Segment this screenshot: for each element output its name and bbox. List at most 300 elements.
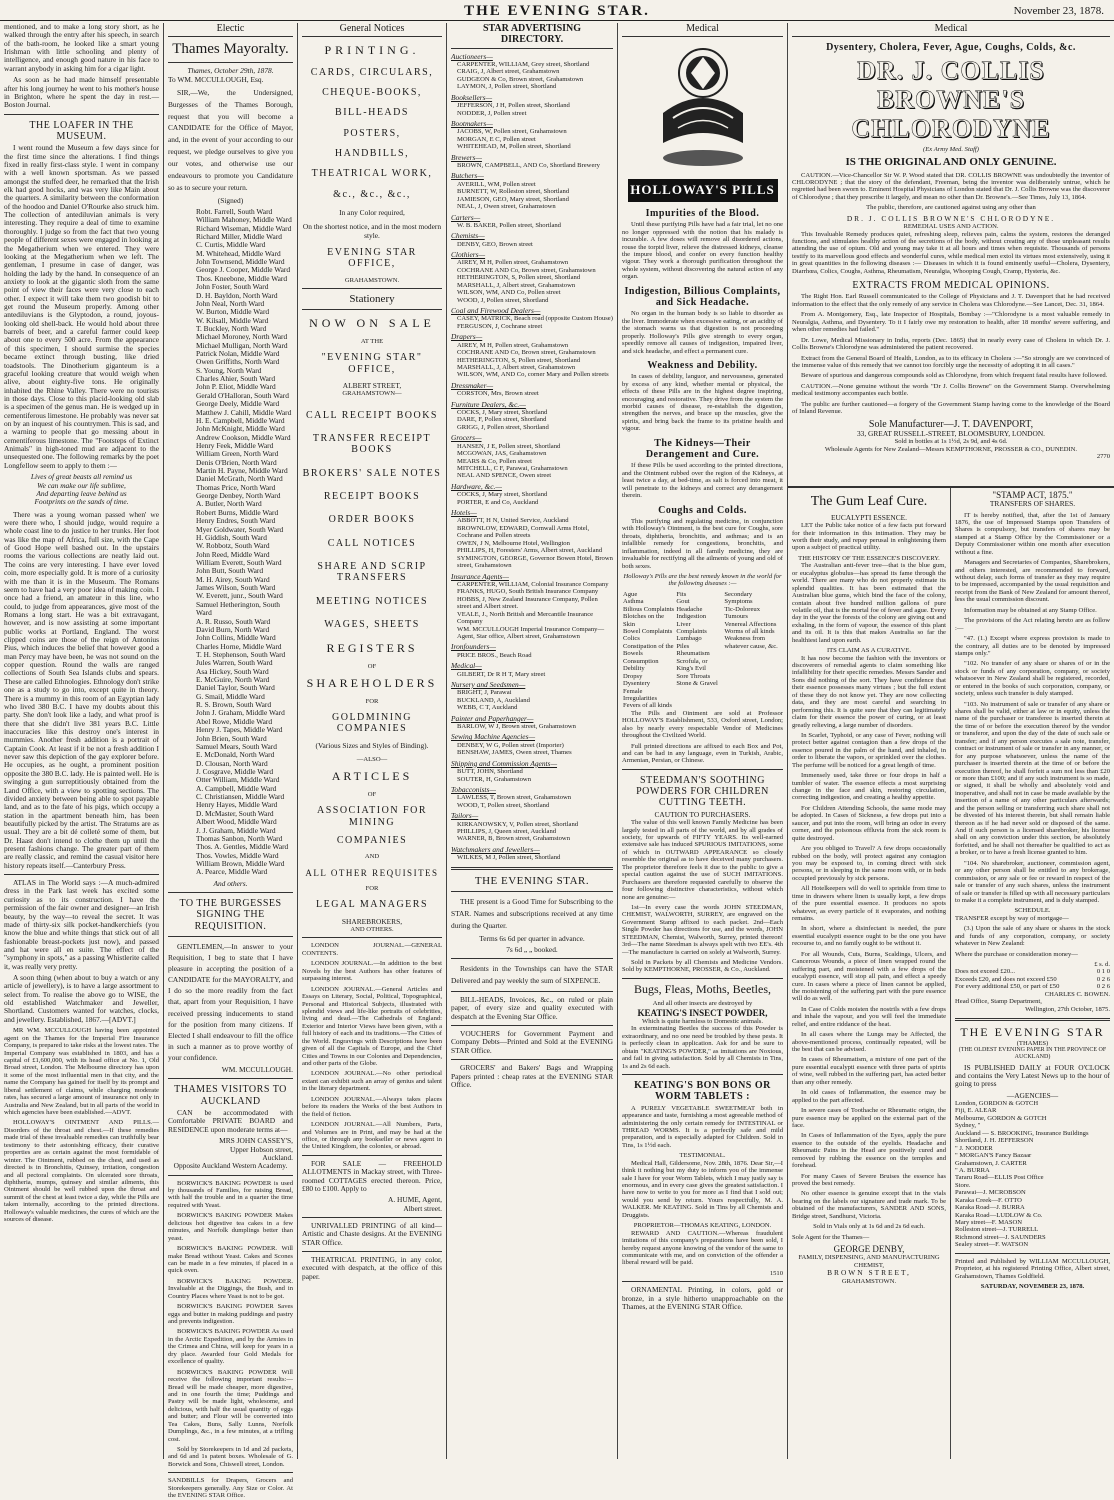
ill-name: Bowel Complaints [623,628,673,635]
article-heading: THE LOAFER IN THE MUSEUM. [29,119,134,142]
directory-category: Insurance Agents— [451,571,509,581]
directory-category: Grocers— [451,433,482,443]
for-sale-address: Albert street. [403,1203,442,1213]
directory-entry: GILBERT, Dr R H T, Mary street [457,670,546,678]
ad-body: 1st—In every case the words JOHN STEEDMAN, CHEMIST, WALWORTH, SURREY, are engraved on the Government Stamp affixed to each packet. 2nd—Each Single Powder has directions for use, and the words, JOHN STEEDMAN, Chemist, Walworth, Surrey, printed thereon! 3rd—The name Steedman is always spelt with two EE's. 4th—The manufacture is carried on solely at Walworth, Surrey. [622,903,783,956]
ad-body: "103. No instrument of sale or transfer of any share or shares shall be valid, either at law or in equity, unless the name of the purchaser or transferee is inserted therein at the time of or before the execution thereof by the vendor or transferor, and upon the day of the date of such sale or transfer; and if any person executes a sale note, transfer, contract or instrument of sale or transfer in any manner, or for any purpose whatsoever, unless the name of the purchaser is inserted therein at the time of or before the execution thereof, he shall forfeit a sum not less than £20 or more than £100; and if any such instrument is so made, or signed, it shall be wholly and absolutely void and inoperative, and shall not in case be made available by the insertion of a name of any other particulars afterwards; and the person selling or transferring such share shall not be divested of his interest therein, but shall remain liable thereon as if he had never sold or disposed of the same. And if such person is a licensed sharebroker, his license shall on any conviction under this section, be absolutely forfeited, and he shall not thereafter be qualified to act as a broker, or to have a fresh license granted to him. [955,700,1110,857]
evening-star-sub: (THE OLDEST EVENING PAPER IN THE PROVINCE OF AUCKLAND) [958,1047,1107,1060]
ad-body: This purifying and regulating medicine, in conjunction with Holloway's Ointment, is the best cure for Coughs, sore throats, diphtheria, bronchitis, and asthmas; and is an infallible remedy for congestions, bronchitis, and inflammation, indeed in all family medicine, they are invaluable for rectifying all the ailments of young and old of both sexes. [622,517,783,570]
signer-name: H. Giddish, South Ward [196,532,267,542]
fee-label: Exceeds £20, and does not exceed £50 [955,975,1057,983]
notice-note: On the shortest notice, and in the most modern style. [302,222,442,240]
newspaper-title: THE EVENING STAR. [464,3,650,19]
london-journal-ad: LONDON JOURNAL.—No other periodical extant can exhibit such an array of genius and talent in the literary department. [302,1070,442,1093]
agent-entry: Sydney, " [955,1122,981,1130]
ad-body: In cases of debility, languor, and nervousness, generated by excess of any kind, whether mental or physical, the effects of these Pills are in the highest degree inspiring, encouraging and restorative. They drive from the system the morbid causes of disease, re-establish the digestion, strengthen the nerves, and brace up the muscles, give the spirits, and bring back the frame to its pristine health and vigour. [622,373,783,433]
directory-category: Hotels— [451,508,477,518]
agent-street: BROWN STREET, [827,1268,911,1278]
signer-name: Owen Griffiths, North Ward [196,357,280,367]
agent-entry: London, GORDON & GOTCH [955,1100,1039,1108]
reply-heading: TO THE BURGESSES SIGNING THE REQUISITION. [179,898,282,932]
fee-value: 0 2 6 [1096,983,1110,991]
directory-entry: OWEN, J N, Melbourne Hotel, Wellington [457,539,570,547]
directory-entry: FERGUSON, J, Cochrane street [457,322,543,330]
bindings-note: (Various Sizes and Styles of Binding). [315,740,429,750]
signer-name: D. H. Bayldon, North Ward [196,290,278,300]
subscription-booked: 7s 6d „ „ booked. [506,944,558,954]
on-sale: NOW ON SALE [309,316,435,331]
signer-name: John McKnight, Middle Ward [196,424,285,434]
goldmining: GOLDMINING COMPANIES [332,712,412,735]
directory-entry: HOBBS, J, New Zealand Insurance Company, Pollen street and Albert street. [457,595,598,611]
ad-body: In Case of Colds moisten the nostrils with a few drops and inhale the vapour, and you will feel the immediate relief, and entire riddance of the heat. [792,1005,946,1028]
signer-name: John Brien, South Ward [196,733,267,743]
ad-heading: The Kidneys—Their Derangement and Cure. [645,437,760,461]
agent-entry: Mary street—F. MASON [955,1219,1023,1227]
directory-entry: MORGAN, E C, Pollen street [457,135,536,143]
ad-heading: Indigestion, Billious Complaints, and Sick Headache. [624,285,781,309]
directory-category: Shipping and Commission Agents— [451,758,558,768]
signer-name: Otter William, Middle Ward [196,775,280,785]
directory-entry: HETHERINGTON, S, Pollen street, Shortland [457,356,581,364]
ad-body: The provisions of the Act relating hereto are as follow :— [955,617,1110,632]
for: FOR [365,884,379,892]
extract: CAUTION.—None genuine without the words "Dr J. Collis Browne" on the Government Stamp. Overwhelming medical testimony accompanies each bottle. [792,382,1110,398]
fee-value: 0 1 0 [1096,968,1110,976]
directory-entry: WOOD, J, Pollen street, Shortland [457,296,549,304]
ad-body: All Hotelkeepers will do well to sprinkle from time to time in drawers where linen is usually kept, a few drops of the pure essential essence. It produces no spots whatever, as every particle of it evaporates, and nothing remains. [792,885,946,923]
signer-name: William Mahoney, Middle Ward [196,215,292,225]
directory-entry: PHILLIPS, J, Queen street, Auckland [457,827,557,835]
signer-name: John Butt, South Ward [196,566,264,576]
printing-ad: THEATRICAL PRINTING, in any color, executed with despatch, at the office of this paper. [302,1255,442,1281]
ad-body: Sold in Packets by all Chemists and Medicine Vendors. Sold by KEMPTHORNE, PROSSER, & Co., Auckland. [622,959,783,974]
signer-name: T. Buckley, North Ward [196,323,267,333]
sharebrokers: SHAREBROKERS, [341,916,403,926]
stationery-item: CALL NOTICES [327,537,417,549]
ill-name: Dropsy [623,672,643,680]
directory-entry: LAWLESS, T, Brown street, Grahamstown [457,794,572,802]
ad-body: Information may be obtained at any Stamp Office. [964,606,1097,614]
signer-name: C. Curtis, Middle Ward [196,240,266,250]
extracts-heading: EXTRACTS FROM MEDICAL OPINIONS. [852,280,1050,292]
signer-name: Albert Wood, Middle Ward [196,817,277,827]
directory-entry: NEAL, J, Owen street, Grahamstown [457,203,556,211]
office-street: ALBERT STREET, [342,381,402,391]
office-town: GRAHAMSTOWN— [342,390,402,398]
signer-name: John Townsend, Middle Ward [196,257,285,267]
article-paragraph: I went round the Museum a few days since for the first time since the alterations. I find things fixed in really first-class style. I went in company with a well known sportsman. As we passed amongst the stuffed deer, he remarked that the Irish elk had good hocks, and was very like Main about the quarters. A similarity between the conformation of the hoodoo and Daniel O'Rourke also struck him. The collection of antediluvian animals is very interesting. They require a deal of time to examine thoroughly. I judge so from the fact that two young people of different sexes were engaged in looking at the Megatherium when we entered. They were looking at the Megatherium when we left. The gentleman, I presume in case of danger, was holding the lady by the hand. In consequence of an anxiety to look at the gigantic sloth from the same point of view their faces were very close to each other. I expect it will take them two goodish bit to get round the Museum properly. Among other antediluvians is the Glyptodon, a round, joyous-looking old shell-back. He would hold about three barrels of beer, and a careful farmer could keep about one to every 500 acre. From the appearance of this specimen, I should surmise the species became extinct through busting, like dried toadstools. The Dinotherium giganteum is a graceful looking creature that would weigh when alive, about eighty-five tons. He originally inhabited the Rhine Valley. There were no tourists in those days. Close to this placid-looking old slab is a specimen of the genus man. He is wedged up in cementiferous limestone. He probably was never sat on by an inquest of his countrymen. This is sad, and a warning to people that go messing about in cementiferous limestone. The "Footsteps of Extinct Animals" in high-toned mud are adjacent to the unsequested one. The following remarks by the poet Longfellow seem to apply to them :— [4,143,159,470]
directory-entry: MITCHELL, C F, Parawai, Grahamstown [457,465,568,473]
ill-name: Rheumatism [676,650,710,658]
ill-name: Gout [676,598,690,606]
office-date: Wellington, 27th October, 1875. [1025,1005,1110,1013]
news-paragraph: HOLLOWAY'S OINTMENT AND PILLS.—Disorders of the throat and chest.—If these remedies made trial of these invaluable remedies can truthfully bear testimony to their astonishing efficacy, their curative properties are as certain against the most formidable of winter. The Ointment, rubbed on the chest, and used as directed is in Bronchitis, Quinsey, irritation, congestion and all pectoral complaints. On ulcerated sore throats, diphtheria, mumps, quinsey and similar ailments, this Ointment should be well rubbed upon the throat and summit of the chest at least twice a day, while the Pills are taken internally, according to the printed directions. Holloway's valuable medicines, the cures of which are the sources of disease. [4,1119,159,1224]
directory-entry: JACOBS, W, Pollen street, Grahamstown [457,128,567,136]
signer-name: Matthew J. Cahill, Middle Ward [196,407,292,417]
signer-name: William Everett, South Ward [196,558,282,567]
signer-name: Abel Rowe, Middle Ward [196,716,273,726]
signer-name: Gerald O'Halloran, South Ward [196,390,289,400]
printing-service: THEATRICAL WORK, [311,168,433,180]
directory-entry: WM. MCCULLOUGH Imperial Insurance Company—Agent, Star office, Albert street, Grahamstown [457,625,605,640]
currency-header: £ s. d. [1094,961,1110,969]
evening-star-sub: (THAMES) [1016,1039,1049,1047]
ill-name: Sore Throats [676,672,711,680]
directory-category: Sewing Machine Agencies— [451,732,536,742]
price-note: Sold in bottles at 1s 1½d, 2s 9d, and 4s 6d. [894,438,1008,446]
ad-body: In cases of Rheumatism, a mixture of one part of the pure essential eucalypti essence with three parts of spirits of wine, well rubbed in the suffering part, has acted better than any other remedy. [792,1056,946,1086]
ill-name: Fits [676,590,687,598]
ad-sub: And all other insects are destroyed by [652,1000,753,1008]
address-line: Opposite Auckland Western Academy. [173,1161,288,1171]
ill-name: Weakness from whatever cause, &c. [724,635,778,650]
directory-entry: WILSON, WM, AND Co, Pollen street [457,289,561,297]
directory-category: Painter and Paperhanger— [451,713,534,723]
signer-name: S. Young, North Ward [196,365,262,375]
holloway-emblem-icon [643,43,763,173]
signer-name: Daniel McGrath, North Ward [196,474,283,484]
signed-label: (Signed) [217,195,244,205]
ad-heading: Dysentery, Cholera, Fever, Ague, Coughs, Colds, &c. [826,42,1076,54]
stationery-item: SHARE AND SCRIP TRANSFERS [317,560,427,584]
signer-name: Charles Ahier, South Ward [196,374,276,384]
ad-body: For all Wounds, Cuts, Burns, Scaldings, Ulcers, and Cancerous Wounds, a piece of linen wrapped round the suffering part, and moistened with a few drops of the eucalypti essence, will stop all pain, and effect a speedy cure. In cases where a piece of linen cannot be applied, the moistening of the suffering part with the pure essence will do as well. [792,950,946,1003]
ills-table [622,591,783,710]
directory-category: Drapers— [451,332,483,342]
proprietor: PROPRIETOR—THOMAS KEATING, LONDON. [633,1222,772,1230]
fee-label: Does not exceed £20... [955,968,1016,976]
directory-category: Medical— [451,661,482,671]
ill-name: Colics [623,635,640,643]
signer-name: John Reed, Middle Ward [196,549,270,559]
ad-title: The Gum Leaf Cure. [810,494,928,509]
extract: Extract from the General Board of Health, London, as to its efficacy in Cholera :—"So strongly are we convinced of the immense value of this remedy that we cannot too forcibly urge the necessity of adopting it in all cases." [792,354,1110,369]
signer-name: Henry Endres, South Ward [196,516,276,526]
printing-service: CHEQUE-BOOKS, [322,87,422,99]
ill-name: Scrofula, or King's Evil [676,657,708,673]
ad-body: "102. No transfer of any share or shares of or in the stock or funds of any corporation, company, or society whatsoever in New Zealand shall be registered, recorded, or entered in the books of such corporation, company, or society, unless such transfer is duly stamped. [955,660,1110,698]
directory-category: Butchers— [451,171,484,181]
ad-body: A PURELY VEGETABLE SWEETMEAT both in appearance and taste, furnishing a most agreeable method of administering the only certain remedy for INTESTINAL or THREAD WORMS. It is a perfectly safe and mild preparation, and is especially adapted for Children. Sold in Tins, 1s 1½d each. [622,1104,783,1149]
extract: Beware of spurious and dangerous compounds sold as Chlorodyne, from which frequent fatal results have followed. [801,372,1108,380]
directory-entry: SOUTER, H, Grahamstown [457,775,531,783]
ills-column [622,591,675,710]
ad-body: Immensely used, take three or four drops in half a tumbler of water. The essence effects a most surprising change in the face and skin, restoring circulation, correcting indigestion, and creating a healthy appetite. [792,772,946,802]
ill-name: Asthma [623,598,644,606]
ad-body: The value of this well known Family Medicine has been largely tested in all parts of the world, and by all grades of society, for upwards of FIFTY YEARS. Its well-earned extensive sale has induced SPURIOUS IMITATIONS, some of which in OUTWARD APPEARANCE so closely resemble the original as to have deceived many purchasers. The proprietor therefore feels it due to the public to give a special caution against the use of SUCH IMITATIONS. Purchasers are therefore requested carefully to observe the four following distinctive characteristics, without which none are genuine:— [622,819,783,901]
signer-name: Myer Goldwater, South Ward [196,524,284,534]
column-header: Medical [622,23,783,37]
agent-entry: Sealey street—F. WATSON [955,1241,1029,1249]
signer-name: A. Butler, North Ward [196,499,262,509]
directory-category: Clothiers— [451,250,486,260]
ad-sub: Which is quite harmless to Domestic animals. [641,1018,764,1026]
agent-town: GRAHAMSTOWN. [841,1277,897,1285]
column-header: General Notices [302,23,442,37]
directory-entry: GRIGG, J, Pollen street, Shortland [457,423,549,431]
article-paragraph: There was a young woman passed when' we were there who, I should judge, would require a whole coast line to do justice to her trunks. Her foot was like the map of Africa, full size, with the Cape of Good Hope well bashed out. In the upstairs rooms the various collections are neatly laid out. The coins are very interesting. I have ever loved coin, more especially gold. It is more of a curiosity with me than it is in the Museum. The Romans seem to have had a very poor idea of making coin. I once had a friend, an amateur in this line, who could, to judge from appearances, give most of the Romans a long start. He was a bit extravagant, however, and is now assisting at some important public works at Portland, England. The worst clipped coins are those of the reign of Antonius Pius, which induces the belief that however good a man Percy may have been, he was not sound on the copper question. Round the walls are ranged collections of South Sea Islands clubs and spears. These are called Ethnologies. Ethnology don't strike one as a study to go into, except quite in theory. There is a mummy in this room of an Egyptian lady who lived 380 B.C. I have my doubts about this party. She don't look like a lady, and what proof is there that she didn't live 381 years B.C. Little inaccuracies like this destroy one's interest in mummies. Another fresh addition is a portrait of Captain Cook. At least if it be not a fresh addition I never saw this depiction of the gay explorer before. He occupies, as he ought, a prominent position opposite the 380 B.C. lady. He is painted well. He is swinging a gun surreptitiously obtained from the Land Office, with a view to spotting sections. The divided anxiety between being able to spot payable land, and as to the fate of his pigs, which occupy a station in the apartment beneath him, has been beautifully picked by the artist. The Stratums are as usual. They are a bit dé colleté some of them, but Dr. Haast don't intend to clothe them up until the present fashions change. The greater part of them are really classic, and remind the casual visitor here history repeats itself.—Canterbury Press. [4,509,159,870]
ad-number: 1510 [769,1269,783,1277]
directory-entry: PORTER, E and Co, Auckland [457,498,539,506]
ill-name: Constipation of the Bowels [623,642,674,658]
printing-ad: GROCERS' and Bakers' Bags and Wrapping Papers printed : cheap rates at the EVENING STAR Office. [451,1063,613,1089]
directory-entry: BARLOW, W J, Brown street, Grahamstown [457,723,576,731]
stationery-item: TRANSFER RECEIPT BOOKS [312,433,432,456]
ill-name: Dysentery [623,680,651,688]
signer-name: Thos. A. Gentles, Middle Ward [196,842,289,852]
evening-star-heading: THE EVENING STAR. [474,874,590,887]
address-line: MRS JOHN CASSEY'S, [219,1136,293,1146]
signer-name: David Burn, North Ward [196,624,270,634]
signer-name: Samuel Hetherington, South Ward [196,599,280,618]
agent-entry: Parawai—J. MCROBSON [955,1189,1026,1197]
ad-heading: Coughs and Colds. [658,504,747,516]
ad-body: The Australian anti-fever tree—that is the blue gum, or eucalyptus globulus—has spread its fame through the world. There are many who do not properly estimate its splendid qualities. It has been estimated that the Australian blue gums, which bind the face of the colony, contain about five hundred million gallons of pure volatile oil, that is the mortal foe of fever and ague. Every day in the year the forests of the colony are giving out and exhaling, in the form of vapour, the essence of this plant and its oil. It is this that makes Australia so far the healthiest land upon earth. [792,562,946,644]
signer-name: Thos. Kneebone, Middle Ward [196,273,288,283]
signer-name: Asa Hickey, South Ward [196,666,269,676]
signer-name: Richard Miller, Middle Ward [196,231,282,241]
ad-body: In severe cases of Toothache or Rheumatic origin, the pure essence may be applied on the external part of the face. [792,1107,946,1129]
signer-name: John Foster, South Ward [196,282,269,292]
directory-entry: BUCKLAND, A, Auckland [457,696,530,704]
column-news [0,23,163,1459]
ill-name: Worms of all kinds [724,628,775,635]
column-medical-1 [618,23,787,1459]
printing-ad: BILL-HEADS, Invoices, &c., on ruled or plain paper, of every size and quality executed with despatch at the Evening Star Office. [451,995,613,1021]
directory-entry: MCGOWAN, JAS, Grahamstown [457,450,547,458]
poem-line: We can make our life sublime, [37,480,126,490]
signer-name: Patrick Nolan, Middle Ward [196,349,280,359]
signer-list [196,208,293,877]
ill-name: Debility [623,665,645,673]
ad-body: No other essence is genuine except that in the vials bearing on the labels our signature and trade mark. To be obtained of the manufacturers, SANDER AND SONS, Bridge street, Sandhurst, Victoria. [792,1190,946,1220]
extract: Dr. Lowe, Medical Missionary in India, reports (Dec. 1865) that in nearly every case of Cholera in which Dr. J. Collis Browne's Chlorodyne was administered the patient recovered. [792,336,1110,352]
directory-entry: SYMINGTON, GEORGE, Governor Bowen Hotel, Brown street, Grahamstown [457,554,613,570]
signer-name: George Deely, Middle Ward [196,399,280,409]
ad-body: It has now become the fashion with the inventors or discoverers of remedial agents to claim something like infallibility for their specific remedies. Messrs Sander and Sons did nothing of the sort. They have confidence that their essence possesses many virtues ; but the full extent of these they do not know yet. They are now collecting data, and they are most careful and searching in performing this. It is quite sure that they can legitimately claim for their essence the power of curing, or at least greatly relieving, a large number of disorders. [792,654,946,729]
price-note: Sold in Vials only at 1s 6d and 2s 6d each. [813,1223,925,1231]
reply-body: GENTLEMEN,—In answer to your Requisition, I beg to state that I have pleasure in accepting the position of a CANDIDATE for the MAYORALTY, and I do so the more readily from the fact that, apart from your Requisition, I have received pressing inducements to stand for the position from many citizens. If Elected I shall endeavour to fill the office in such a manner as to prove worthy of your confidence. [168,941,293,1062]
ad-body: Until these purifying Pills have had a fair trial, let no one no longer oppressed with the notion that his malady is incurable. A few doses will remove all disordered actions, rouse the torpid liver, relieve the distressed kidneys, cleanse the impure blood, and confer on every function healthy vigour. They work a thorough purification throughout the whole system, without discovering the natural action of any organ. [622,221,783,281]
address-line: Upper Hobson street, [229,1144,293,1154]
directory-entry: AVERILL, WM, Pollen street [457,180,536,188]
and-others: And others. [213,878,248,888]
signer-name: A. Pearce, Middle Ward [196,867,268,877]
ill-name: Secondary Symptoms [724,590,753,606]
news-paragraph: As soon as he had made himself presentable after his long journey he went to his mother's house in Brighton, where he spent the day in rest.—Boston Journal. [4,75,159,110]
and-others: AND OTHERS. [350,926,394,934]
column-stamp-act [951,490,1114,1459]
news-paragraph: MR WM. MCCULLOUGH having been appointed agent on the Thames for the Imperial Fire Insurance Company, is prepared to take risks at the lowest rates. The Imperial Company was established in 1803, and has a capital of £1,600,000, with its head office at No. 1, Old Broad street, London. The Melbourne directory has upon it some of the most influential men in that city, and the name the Company has gained for itself by its prompt and liberal settlement of claims, while charging moderate rates, has secured a large amount of insurance not only in Australia and New Zealand, but in all parts of the world in which agencies have been established.—ADVT. [4,1027,159,1117]
ad-footnote: Full printed directions are affixed to each Box and Pot, and can be had in any language, even in Turkish, Arabic, Armenian, Persian, or Chinese. [622,742,783,765]
ad-heading: Bugs, Fleas, Moths, Beetles, [634,981,771,996]
agent-label: Sole Agent for the Thames— [792,1233,870,1241]
ad-body: In old cases of Inflammation, the essence may be applied to the part affected. [792,1089,946,1104]
directory-category: Auctioneers— [451,51,493,61]
stationery-item: ORDER BOOKS [328,514,416,526]
column-gum-leaf [788,490,950,1459]
ill-name: Liver Complaints [676,620,707,635]
directory-entry: W. B. BAKER, Pollen street, Shortland [457,221,561,229]
directory-entry: GUDGEON & Co, Brown street, Grahamstown [457,75,584,83]
caution-heading: CAUTION TO PURCHASERS. [654,809,751,819]
ill-name: Piles [676,642,690,650]
fee-row [955,976,1110,983]
ad-body: Are you obliged to Travel? A few drops occasionally rubbed on the body, will protect against any contagion you may be exposed to, in coming direct with sick persons, or in sleeping in the same room with, or in beds occupied previously by sick persons. [792,845,946,882]
directory-entry: ABBOTT, H N, United Service, Auckland [457,517,569,525]
agent-entry: Karaka Creek—F. OTTO [955,1196,1022,1204]
borwick-ad: BORWICK'S BAKING POWDER. Invaluable at the Diggings, the Bush, and in Country Places where Yeast is not to be got. [168,1277,293,1300]
evening-star-title: THE EVENING STAR [960,1025,1105,1040]
ex-army: (Ex Army Med. Staff) [923,145,979,153]
ad-body: IT is hereby notified, that, after the 1st of January 1876, the use of Impressed Stamps upon Transfers of Shares is compulsory, but transfers of shares may be stamped at a Stamp Office by the Commissioner or a Deputy Commissioner within one month after execution without a fine. [955,511,1110,556]
office-town: GRAHAMSTOWN. [344,276,400,284]
signature: CHARLES C. BOWEN. [1044,990,1110,998]
ill-name: Stone & Gravel [676,680,718,688]
ad-body: If these Pills be used according to the printed directions, and the Ointment rubbed over the region of the Kidneys, at least twice a day, at bed-time, as salt is forced into meat, it will penetrate to the kidneys and correct any derangement therein. [622,462,783,500]
directory-category: Bootmakers— [451,118,493,128]
directory-entry: COCHRANE AND Co, Brown street, Grahamstown [457,349,596,357]
signer-name: Richard Wiseman, Middle Ward [196,223,292,233]
agent-name: GEORGE DENBY, [833,1244,905,1255]
ad-body: In Scarlet, Typhoid, or any case of Fever, nothing will protect better against contagion than a few drops of the essence poured in the palm of the hand, and inhaled, in order to liberate the vapors, or sprinkled over the clothes. The perfume will be noticed for a great length of time. [792,731,946,769]
fee-row [955,983,1110,990]
signer-name: W. Everett, junr., South Ward [196,591,283,601]
ill-name: Blotches on the Skin [623,613,665,628]
extract: The Right Hon. Earl Russell communicated to the College of Physicians and J. T. Davenport that he had received information to the effect that the only remedy of any service in Cholera was Chlorodyne.—See Lancet, Dec. 31, 1864. [792,293,1110,308]
ad-body: In exterminating Beetles the success of this Powder is extraordinary, and no one need be troubled by these pests. It is perfectly clean in application. Ask for and be sure to obtain "KEATING'S POWDER," as imitations are Noxious, and fail in giving satisfaction. Sold by all Chemists in Tins, 1s and 2s 6d each. [622,1025,783,1070]
borwick-ad: BORWICK'S BAKING POWDER. Will make Bread without Yeast. Cakes and Scones can be made in a few minutes, if placed in a quick oven. [168,1245,293,1275]
borwick-ad: BORWICK'S BAKING POWDER As used in the Arctic Expedition, and by the Armies in the Crimea and China, will keep for years in a dry place. Awarded four Gold Medals for excellence of quality. [168,1328,293,1366]
directory-entry: WOOD, T, Pollen street, Shortland [457,801,550,809]
color-note: In any Color required, [339,207,405,217]
for-sale-agent: A. HUME, Agent, [388,1195,442,1205]
directory-entry: MARSHALL, J, Albert street, Grahamstown [457,281,576,289]
requisition-to: To WM. MCCULLOUGH, Esq. [168,74,264,84]
signer-name: Robert Burns, Middle Ward [196,507,279,517]
fee-row [955,968,1110,975]
signer-name: J. Cosgrave, Middle Ward [196,766,274,776]
directory-entry: DARE, F, Pollen street, Shortland [457,416,547,424]
london-journal-ad: LONDON JOURNAL.—General Articles and Essays on Literary, Social, Political, Topographical, Personal and Historical Subjects, illustrated with splendid views and life-like portraits of celebrities, living and dead.—The Cathedrals of England: Exterior and Interior Views have been given, with a full history of each and its traditions.—The Cities of the World. Engravings with Descriptions have been given of all the Capitals of Europe, and the Chief Cities and Towns in our Colonies and Dependencies, and other parts of the Globe. [302,985,442,1068]
directory-category: Hardware, &c.— [451,481,502,491]
ill-name: Indigestion [676,613,707,621]
ill-name: Lumbago [676,635,702,643]
directory-category: Coal and Firewood Dealers— [451,306,541,316]
column-election [164,23,297,1500]
directory-category: Brewers— [451,152,482,162]
ad-subtitle: TRANSFERS OF SHARES. [989,499,1076,509]
signer-name: George J. Cooper, Middle Ward [196,265,291,275]
borwick-ad: BORWICK'S BAKING POWDER Saves eggs and butter in making puddings and pastry and prevents indigestion. [168,1303,293,1326]
stationery-item: MEETING NOTICES [315,595,429,607]
ad-heading: Weakness and Debility. [647,360,758,371]
borwick-ad: BORWICK'S BAKING POWDER Makes delicious hot digestive tea cakes in a few minutes, and Norfolk dumplings better than yeast. [168,1212,293,1242]
directory-entry: BENSHAW, JAMES, Owen street, Thames [457,749,572,757]
agent-entry: " MORGAN'S Fancy Bazaar [955,1152,1032,1160]
ills-column [723,591,783,710]
testimonial-heading: TESTIMONIAL. [679,1152,726,1160]
signer-name: J. J. Graham, Middle Ward [196,825,276,835]
agent-entry: Karaka Road—J. BURRA [955,1204,1025,1212]
advertising-directory [451,53,613,862]
ad-body: In short, where a disinfectant is needed, the pure essential eucalypti essence ought to be the one you have recourse to, and no family ought to be without it. [792,925,946,948]
printing-service: HANDBILLS, [334,148,410,160]
directory-category: Furniture Dealers, &c.— [451,399,526,409]
signer-name: E. McGuire, North Ward [196,675,270,685]
signer-name: Thomas Price, North Ward [196,482,276,492]
directory-entry: BRIGHT, J, Parawai [457,689,512,697]
schedule-line: TRANSFER except by way of mortgage— [955,914,1069,922]
ad-body: "104. No sharebroker, auctioneer, commission agent, or any other person shall be entitled to any brokerage, commission, or any sale or fee or reward in respect of the sale or transfer of any such shares, unless the instrument of sale or transfer is filled up with all necessary particulars to make it a complete instrument, and is duly stamped. [955,859,1110,904]
ill-name: Venereal Affections [724,620,777,628]
signer-name: George Denbey, North Ward [196,491,281,501]
stationery-item: CALL RECEIPT BOOKS [305,409,438,421]
issue-date: November 23, 1878. [1013,5,1104,17]
office-name: "EVENING STAR" OFFICE, [321,352,423,375]
agent-entry: " A. BURRA [955,1166,990,1174]
agent-entry: Fiji, E. ALEAR [955,1107,997,1115]
signer-name: Jules Warren, South Ward [196,658,273,668]
news-paragraph: A soon thing (when about to buy a watch or any article of jewellery), is to have a large assortment to select from. To realise the above go to WISE, the old established Watchmaker and Jeweller, Shortland. Customers wanted for watches, clocks, and jewellery. Established, 1867.—[ADVT.] [4,973,159,1024]
agent-entry: Auckland — S. BROOKING, Insurance Buildings [955,1129,1089,1137]
directory-category: Tailors— [451,811,479,821]
directory-entry: AIREY, M H, Pollen street, Grahamstown [457,259,569,267]
section-heading: THE HISTORY OF THE ESSENCE'S DISCOVERY. [798,554,940,562]
ills-column [675,591,723,710]
ad-body: In Cases of Inflammation of the Eyes, apply the pure essence to the outside of the eyelids. Headache and Rheumatic Pains in the Head are positively cured and removed by rubbing the essence on the temples and forehead. [792,1132,946,1170]
news-paragraph: mentioned, and to make a long story short, as he walked through the entry after his speech, in search of the bath-room, he looked like a smart young Irishman with little schooling and plenty of intelligence, and enough good nature in his face to warrant anybody in asking him for a cigar light. [4,22,159,73]
address-line: Auckland. [262,1152,293,1162]
reward-notice: REWARD AND CAUTION.—Whereas fraudulent imitations of this company's preparations have been sold, I hereby request anyone knowing of the vendor of the same to communicate with me, and on conviction of the offender a liberal reward will be paid. [622,1229,783,1267]
ad-body: LET the Public take notice of a few facts put forward for their information in this intimation. They may be worth their study, and repay perusal in enlightening them upon a subject of practical utility. [792,522,946,552]
printing-heading: PRINTING. [324,43,420,58]
manufacturer: Sole Manufacturer—J. T. DAVENPORT, [868,418,1034,430]
signer-name: Samuel Mears, South Ward [196,741,277,751]
london-journal-ads [302,942,442,1150]
ad-body: This Invaluable Remedy produces quiet, refreshing sleep, relieves pain, calms the system, restores the deranged functions, and stimulates healthy action of the secretions of the body, without creating any of those unpleasant results attending the use of opium. Old and young may take it at all hours and times when requisite. Thousands of persons testify to its marvellous good effects and wonderful cures, while medical men extol its virtues most extensively, using it in great quantities in the following diseases :— Diseases in which it is found eminently useful—Cholera, Dysentery, Diarrhœa, Colics, Coughs, Asthma, Rheumatism, Neuralgia, Whooping Cough, Cramp, Hysteria, &c. [792,230,1110,275]
ad-subtitle: EUCALYPTI ESSENCE. [830,512,908,522]
directory-entry: PRICE BROS., Beach Road [457,651,532,659]
directory-entry: WILKES, M J, Pollen street, Shortland [457,854,561,862]
signer-name: C. Christiansen, Middle Ward [196,792,285,802]
printing-service: POSTERS, [343,127,401,139]
original-claim: IS THE ORIGINAL AND ONLY GENUINE. [845,156,1057,169]
signer-name: Charles Horne, Middle Ward [196,641,282,651]
agent-entry: Karaka Road—LUDLOW & Co. [955,1211,1043,1219]
signer-name: Michael Moroney, North Ward [196,332,288,342]
visitors-heading: THAMES VISITORS TO AUCKLAND [174,1084,287,1107]
ill-name: Ague [623,590,638,598]
signer-name: Andrew Cookson, Middle Ward [196,432,291,442]
ad-body: The public, therefore, are cautioned against using any other than [866,204,1036,212]
schedule-heading: SCHEDULE. [1014,907,1051,915]
directory-entry: CORSTON, Mrs, Brown street [457,390,539,398]
office: Head Office, Stamp Department, [955,998,1042,1006]
directory-entry: BUTT, JOHN, Shortland [457,768,523,776]
poem-line: Footprints on the sands of time. [34,497,129,507]
signer-name: A. R. Russo, South Ward [196,616,271,626]
ad-title: Thames Mayoralty. [172,41,289,58]
wholesale-agents: Wholesale Agents for New Zealand—Messrs KEMPTHORNE, PROSSER & CO., DUNEDIN. [824,445,1078,453]
companies: COMPANIES [336,835,408,847]
at-the: AT THE [360,338,384,345]
stationery-item: BROKERS' SALE NOTES [302,467,442,479]
of: OF [367,662,377,670]
schedule-line: (3.) Upon the sale of any share or shares in the stock and funds of any corporation, company, or society whatever in New Zealand: [955,925,1110,948]
masthead [0,0,1114,21]
